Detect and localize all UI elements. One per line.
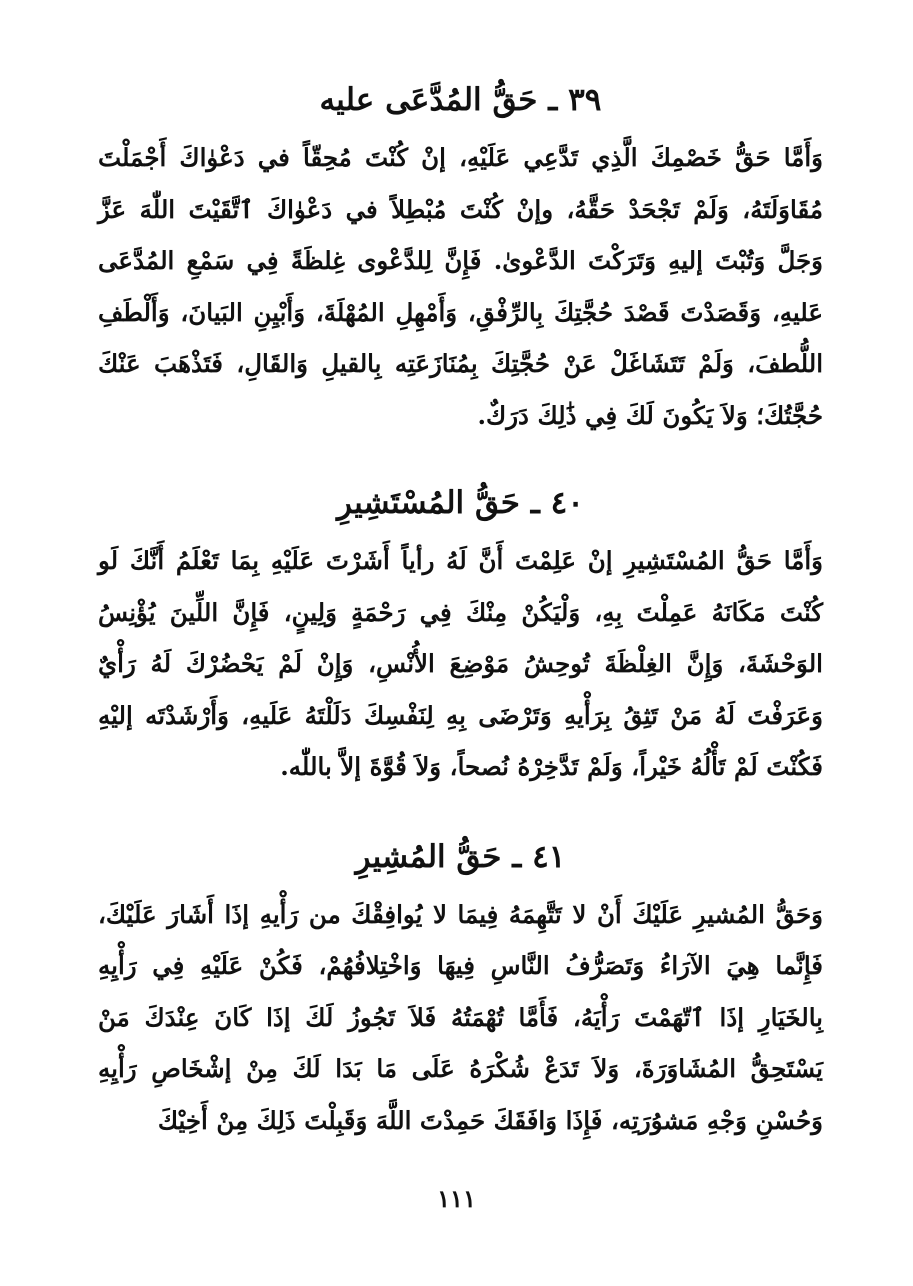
section-41 (98, 829, 823, 1147)
section-heading: ٤٠ ـ حَقُّ المُسْتَشِيرِ (337, 485, 584, 521)
page-number: ١١١ (437, 1184, 476, 1213)
section-40 (98, 475, 823, 793)
section-paragraph: وَحَقُّ المُشيرِ عَلَيْكَ أَنْ لا تَتَّهِمَهُ فِيمَا لا يُوافِقْكَ من رَأْيهِ إذَا أَشَارَ عَلَيْكَ، فَإِنَّما هِيَ الآرَاءُ وَتَصَرُّفُ النَّاسِ فِيهَا وَاخْتِلافُهُمْ، فَكُنْ عَلَيْهِ فِي رَأْيِهِ بِالخَيَارِ إذَا ٱتّهَمْتَ رَأْيَهُ، فَأَمَّا تُهْمَتُهُ فَلاَ تَجُوزُ لَكَ إذَا كَانَ عِنْدَكَ مَنْ يَسْتَحِقُّ المُشَاوَرَةَ، وَلاَ تَدَعْ شُكْرَهُ عَلَى مَا بَدَا لَكَ مِنْ إشْخَاصِ رَأْيِهِ وَحُسْنِ وَجْهِ مَشوُرَتِه، فَإِذَا وَافَقَكَ حَمِدْتَ اللَّهَ وَقَبِلْتَ ذَلِكَ مِنْ أَخِيْكَ (98, 899, 823, 1135)
section-39 (98, 72, 823, 441)
section-paragraph: وَأَمَّا حَقُّ خَصْمِكَ الَّذِي تَدَّعِي عَلَيْهِ، إنْ كُنْتَ مُحِقّاً في دَعْوٰاكَ أَجْمَلْتَ مُقَاوَلَتَهُ، وَلَمْ تَجْحَدْ حَقَّهُ، وإنْ كُنْتَ مُبْطِلاً في دَعْوٰاكَ ٱتَّقَيْتَ اللّٰهَ عَزَّ وَجَلَّ وَتُبْتَ إليهِ وَتَرَكْتَ الدَّعْوىٰ. فَإِنَّ لِلدَّعْوى غِلظَةً فِي سَمْعِ المُدَّعَى عَليهِ، وَقَصَدْتَ قَصْدَ حُجَّتِكَ بِالرِّفْقِ، وَأَمْهِلِ المُهْلَةَ، وَأَبْيِنِ البَيانَ، وَأَلْطَفِ اللُّطفَ، وَلَمْ تَتَشَاغَلْ عَنْ حُجَّتِكَ بِمُنَازَعَتِه بِالقيلِ وَالقَالِ، فَتَذْهَبَ عَنْكَ حُجَّتُكَ؛ وَلاَ يَكُونَ لَكَ فِي ذَٰلِكَ دَرَكٌ. (98, 143, 823, 430)
section-heading: ٣٩ ـ حَقُّ المُدَّعَى عليه (319, 82, 602, 118)
section-paragraph: وَأَمَّا حَقُّ المُسْتَشِيرِ إنْ عَلِمْتَ أَنَّ لَهُ رأياً أَشَرْتَ عَلَيْهِ بِمَا تَعْلَمُ أَنَّكَ لَو كُنْتَ مَكَانَهُ عَمِلْتَ بِهِ، وَلْيَكُنْ مِنْكَ فِي رَحْمَةٍ وَلِينٍ، فَإِنَّ اللِّينَ يُؤْنِسُ الوَحْشَةَ، وَإِنَّ الغِلْظَةَ تُوحِشُ مَوْضِعَ الأُنْسِ، وَإِنْ لَمْ يَحْضُرْكَ لَهُ رَأْيٌ وَعَرَفْتَ لَهُ مَنْ تَثِقُ بِرَأْيهِ وَتَرْضَى بِهِ لِنَفْسِكَ دَلَلْتَهُ عَلَيهِ، وَأَرْشَدْتَه إليْهِ فَكُنْتَ لَمْ تَأْلُهُ خَيْراً، وَلَمْ تَدَّخِرْهُ نُصحاً، وَلاَ قُوَّةَ إلاَّ باللّٰه. (98, 546, 823, 781)
section-heading: ٤١ ـ حَقُّ المُشِيرِ (355, 838, 566, 875)
book-page (98, 70, 823, 1230)
